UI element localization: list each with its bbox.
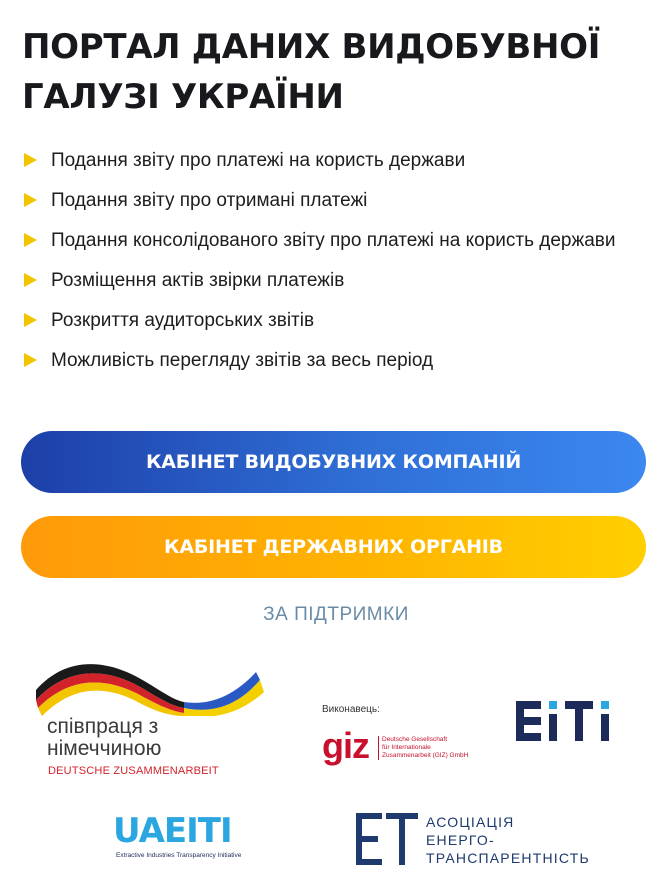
support-heading: ЗА ПІДТРИМКИ: [263, 604, 409, 625]
feature-text: Подання звіту про платежі на користь держави: [51, 150, 466, 171]
energy-transparency-logo[interactable]: [356, 811, 596, 867]
german-cooperation-text: співпраця з німеччиною: [47, 715, 162, 760]
feature-item: [22, 306, 646, 336]
et-mark-icon: [356, 813, 418, 865]
uaeiti-wordmark: UAEITI: [113, 811, 232, 851]
authorities-cabinet-button[interactable]: [21, 516, 646, 578]
feature-item: [22, 226, 646, 256]
german-cooperation-logo[interactable]: [34, 656, 270, 786]
uaeiti-tagline: Extractive Industries Transparency Initiative: [116, 852, 242, 859]
giz-wordmark: giz: [322, 725, 369, 766]
feature-text: Можливість перегляду звітів за весь період: [51, 350, 434, 371]
bullet-arrow-icon: [24, 313, 37, 327]
feature-item: [22, 346, 646, 376]
feature-text: Подання звіту про отримані платежі: [51, 190, 368, 211]
eiti-logo[interactable]: [516, 701, 620, 741]
feature-item: [22, 146, 646, 176]
uaeiti-logo[interactable]: [110, 812, 270, 862]
feature-list: [22, 146, 646, 386]
flag-ribbon-icon: [34, 656, 270, 716]
feature-item: [22, 186, 646, 216]
bullet-arrow-icon: [24, 193, 37, 207]
bullet-arrow-icon: [24, 353, 37, 367]
feature-item: [22, 266, 646, 296]
bullet-arrow-icon: [24, 233, 37, 247]
giz-executor-label: Виконавець:: [322, 704, 380, 715]
et-association-name: АСОЦІАЦІЯ ЕНЕРГО- ТРАНСПАРЕНТНІСТЬ: [426, 814, 590, 866]
giz-logo[interactable]: [322, 700, 482, 770]
feature-text: Розкриття аудиторських звітів: [51, 310, 315, 331]
feature-text: Подання консолідованого звіту про платежі на користь держави: [51, 230, 616, 251]
eiti-wordmark-icon: [516, 701, 620, 741]
giz-description: Deutsche Gesellschaft für Internationale Zusammenarbeit (GIZ) GmbH: [378, 736, 468, 760]
german-cooperation-subtext: DEUTSCHE ZUSAMMENARBEIT: [48, 765, 219, 777]
bullet-arrow-icon: [24, 153, 37, 167]
page-title: ПОРТАЛ ДАНИХ ВИДОБУВНОЇ ГАЛУЗІ УКРАЇНИ: [22, 27, 601, 117]
companies-cabinet-button[interactable]: [21, 431, 646, 493]
feature-text: Розміщення актів звірки платежів: [51, 270, 345, 291]
bullet-arrow-icon: [24, 273, 37, 287]
authorities-cabinet-label: КАБІНЕТ ДЕРЖАВНИХ ОРГАНІВ: [164, 536, 503, 558]
companies-cabinet-label: КАБІНЕТ ВИДОБУВНИХ КОМПАНІЙ: [145, 451, 522, 473]
